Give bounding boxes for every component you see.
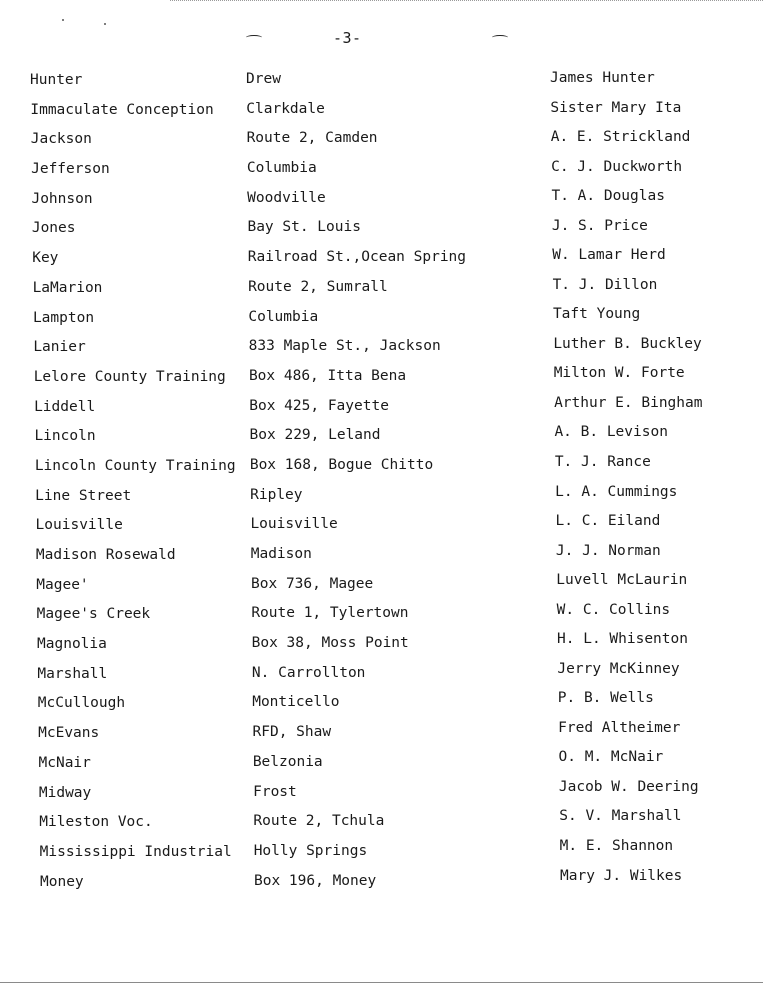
school-address: Box 168, Bogue Chitto — [249, 456, 434, 473]
school-address: Box 38, Moss Point — [251, 635, 409, 652]
school-address: Woodville — [247, 189, 326, 206]
directory-row — [0, 306, 763, 340]
school-address: RFD, Shaw — [252, 724, 332, 741]
top-edge-rule — [170, 0, 763, 1]
school-name: Johnson — [31, 190, 93, 207]
school-address: Route 1, Tylertown — [251, 605, 409, 622]
directory-row — [0, 188, 763, 221]
school-name: Hunter — [30, 72, 83, 88]
school-address: Box 196, Money — [254, 872, 377, 889]
directory-row — [0, 158, 763, 191]
school-name: Madison Rosewald — [35, 547, 176, 563]
school-name: McEvans — [38, 725, 100, 742]
school-address: Columbia — [248, 308, 319, 325]
principal-name: M. E. Shannon — [559, 838, 674, 855]
directory-row — [0, 131, 763, 161]
principal-name: J. S. Price — [551, 217, 648, 234]
directory-row — [0, 217, 763, 250]
principal-name: James Hunter — [550, 70, 655, 86]
school-address: Holly Springs — [253, 842, 368, 859]
school-name: Magee's Creek — [36, 606, 151, 623]
school-name: Key — [32, 250, 59, 267]
school-address: Monticello — [252, 694, 340, 711]
school-name: Louisville — [35, 517, 123, 534]
school-address: Ripley — [250, 486, 303, 503]
principal-name: Luther B. Buckley — [553, 335, 702, 352]
directory-row — [0, 99, 763, 132]
school-name: Magnolia — [37, 636, 107, 653]
school-name: McNair — [38, 754, 91, 771]
page-mark-left — [246, 35, 262, 40]
school-name: Immaculate Conception — [30, 101, 214, 118]
principal-name: Taft Young — [552, 306, 641, 323]
school-name: Marshall — [37, 665, 108, 682]
principal-name: Arthur E. Bingham — [554, 394, 703, 411]
directory-row — [0, 867, 763, 904]
school-name: Mileston Voc. — [39, 814, 153, 831]
school-name: Money — [40, 873, 84, 890]
principal-name: A. E. Strickland — [550, 129, 691, 146]
principal-name: W. Lamar Herd — [552, 247, 666, 264]
school-address: Box 736, Magee — [251, 575, 374, 592]
school-address: Box 425, Fayette — [249, 397, 389, 414]
principal-name: S. V. Marshall — [559, 808, 682, 825]
school-name: McCullough — [37, 695, 126, 712]
school-address: Bay St. Louis — [247, 219, 361, 236]
principal-name: H. L. Whisenton — [557, 631, 688, 648]
school-address: Columbia — [246, 160, 317, 177]
principal-name: Sister Mary Ita — [550, 99, 682, 116]
school-address: Louisville — [250, 516, 338, 533]
school-name: Mississippi Industrial — [39, 843, 232, 860]
directory-row — [0, 247, 763, 280]
school-address: Railroad St.,Ocean Spring — [247, 249, 467, 266]
school-address: Clarkdale — [246, 100, 325, 117]
school-name: Jefferson — [31, 161, 110, 178]
principal-name: T. J. Rance — [554, 454, 651, 471]
school-address: Route 2, Tchula — [253, 813, 385, 830]
principal-name: T. J. Dillon — [552, 276, 658, 293]
directory-row — [0, 276, 763, 310]
school-address: Drew — [246, 71, 281, 87]
scan-speck — [104, 23, 106, 25]
page-number: -3- — [333, 29, 362, 47]
school-address: Frost — [253, 783, 297, 800]
school-name: Liddell — [34, 398, 96, 415]
page-mark-right — [492, 35, 508, 40]
school-address: Madison — [250, 546, 312, 562]
school-name: LaMarion — [32, 279, 103, 296]
school-name: Lincoln County Training — [34, 457, 236, 474]
school-directory-list — [0, 72, 763, 903]
scan-speck — [62, 19, 64, 21]
school-address: Route 2, Camden — [246, 130, 378, 147]
school-address: 833 Maple St., Jackson — [248, 338, 441, 355]
school-address: Box 229, Leland — [249, 427, 381, 444]
principal-name: L. C. Eiland — [555, 513, 661, 530]
school-name: Lelore County Training — [33, 368, 226, 385]
principal-name: Luvell McLaurin — [556, 572, 688, 589]
school-name: Line Street — [35, 487, 132, 504]
principal-name: T. A. Douglas — [551, 188, 665, 205]
principal-name: Mary J. Wilkes — [560, 867, 683, 884]
school-name: Jones — [31, 220, 76, 237]
school-name: Lanier — [33, 339, 86, 356]
principal-name: Fred Altheimer — [558, 719, 681, 736]
principal-name: W. C. Collins — [556, 601, 671, 618]
directory-row — [0, 72, 763, 102]
principal-name: L. A. Cummings — [555, 483, 678, 500]
school-address: Belzonia — [252, 753, 323, 770]
school-name: Magee' — [36, 576, 89, 593]
school-name: Lincoln — [34, 428, 96, 445]
school-name: Midway — [38, 784, 92, 801]
school-name: Jackson — [30, 131, 92, 148]
principal-name: A. B. Levison — [554, 424, 668, 441]
school-address: Route 2, Sumrall — [248, 278, 388, 295]
principal-name: O. M. McNair — [558, 749, 664, 766]
school-name: Lampton — [32, 309, 95, 326]
principal-name: P. B. Wells — [557, 690, 654, 707]
principal-name: Jacob W. Deering — [558, 778, 699, 795]
principal-name: Milton W. Forte — [553, 365, 685, 382]
principal-name: J. J. Norman — [555, 542, 661, 559]
school-address: N. Carrollton — [251, 664, 366, 681]
bottom-edge-rule — [0, 982, 763, 983]
principal-name: Jerry McKinney — [557, 660, 680, 677]
principal-name: C. J. Duckworth — [551, 158, 683, 175]
school-address: Box 486, Itta Bena — [248, 367, 407, 384]
